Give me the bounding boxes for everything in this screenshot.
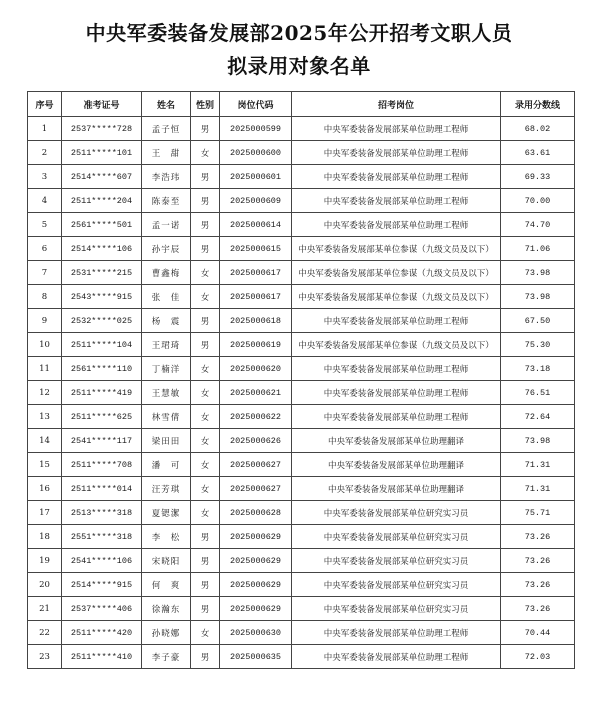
cell-post-code: 2025000628 xyxy=(220,501,292,525)
table-header-row xyxy=(28,92,575,117)
cell-exam-no: 2511*****625 xyxy=(62,405,142,429)
cell-name: 陈泰至 xyxy=(142,189,191,213)
cell-name: 宋晓阳 xyxy=(142,549,191,573)
cell-post: 中央军委装备发展部某单位助理工程师 xyxy=(292,141,501,165)
cell-gender: 男 xyxy=(191,333,220,357)
cell-exam-no: 2511*****420 xyxy=(62,621,142,645)
cell-post-code: 2025000600 xyxy=(220,141,292,165)
cell-post: 中央军委装备发展部某单位助理工程师 xyxy=(292,117,501,141)
cell-gender: 男 xyxy=(191,573,220,597)
table-row xyxy=(28,237,575,261)
cell-exam-no: 2511*****204 xyxy=(62,189,142,213)
cell-name: 汪芳琪 xyxy=(142,477,191,501)
cell-score: 73.26 xyxy=(501,549,575,573)
cell-post-code: 2025000617 xyxy=(220,285,292,309)
cell-exam-no: 2514*****106 xyxy=(62,237,142,261)
cell-post: 中央军委装备发展部某单位研究实习员 xyxy=(292,525,501,549)
table-row xyxy=(28,453,575,477)
cell-index: 18 xyxy=(28,525,62,549)
header-name: 姓名 xyxy=(142,92,191,117)
admission-table xyxy=(27,91,575,669)
cell-exam-no: 2551*****318 xyxy=(62,525,142,549)
header-gender: 性别 xyxy=(191,92,220,117)
cell-post: 中央军委装备发展部某单位助理工程师 xyxy=(292,213,501,237)
cell-gender: 男 xyxy=(191,309,220,333)
cell-post: 中央军委装备发展部某单位助理工程师 xyxy=(292,189,501,213)
cell-index: 13 xyxy=(28,405,62,429)
cell-name: 丁楠洋 xyxy=(142,357,191,381)
cell-score: 73.26 xyxy=(501,573,575,597)
table-row xyxy=(28,357,575,381)
cell-index: 20 xyxy=(28,573,62,597)
table-row xyxy=(28,333,575,357)
cell-name: 李 松 xyxy=(142,525,191,549)
cell-post: 中央军委装备发展部某单位助理工程师 xyxy=(292,309,501,333)
cell-post: 中央军委装备发展部某单位参谋（九级文员及以下） xyxy=(292,237,501,261)
cell-exam-no: 2511*****104 xyxy=(62,333,142,357)
cell-exam-no: 2532*****025 xyxy=(62,309,142,333)
cell-index: 14 xyxy=(28,429,62,453)
cell-score: 69.33 xyxy=(501,165,575,189)
cell-name: 何 爽 xyxy=(142,573,191,597)
cell-name: 孙晓娜 xyxy=(142,621,191,645)
cell-exam-no: 2514*****915 xyxy=(62,573,142,597)
cell-name: 王慧敏 xyxy=(142,381,191,405)
cell-name: 夏锶潔 xyxy=(142,501,191,525)
table-row xyxy=(28,525,575,549)
cell-exam-no: 2561*****501 xyxy=(62,213,142,237)
cell-post: 中央军委装备发展部某单位研究实习员 xyxy=(292,549,501,573)
cell-name: 孙宇辰 xyxy=(142,237,191,261)
cell-score: 72.03 xyxy=(501,645,575,669)
cell-post: 中央军委装备发展部某单位助理翻译 xyxy=(292,453,501,477)
cell-name: 杨 震 xyxy=(142,309,191,333)
cell-post-code: 2025000629 xyxy=(220,597,292,621)
header-post: 招考岗位 xyxy=(292,92,501,117)
table-row xyxy=(28,477,575,501)
table-row xyxy=(28,573,575,597)
cell-post: 中央军委装备发展部某单位研究实习员 xyxy=(292,573,501,597)
cell-exam-no: 2511*****101 xyxy=(62,141,142,165)
cell-score: 74.70 xyxy=(501,213,575,237)
cell-post-code: 2025000609 xyxy=(220,189,292,213)
table-row xyxy=(28,141,575,165)
cell-gender: 女 xyxy=(191,261,220,285)
cell-score: 70.44 xyxy=(501,621,575,645)
cell-score: 68.02 xyxy=(501,117,575,141)
cell-post-code: 2025000626 xyxy=(220,429,292,453)
table-row xyxy=(28,405,575,429)
cell-exam-no: 2537*****406 xyxy=(62,597,142,621)
cell-post-code: 2025000620 xyxy=(220,357,292,381)
cell-exam-no: 2513*****318 xyxy=(62,501,142,525)
cell-post: 中央军委装备发展部某单位助理翻译 xyxy=(292,477,501,501)
table-row xyxy=(28,213,575,237)
cell-gender: 男 xyxy=(191,237,220,261)
cell-score: 73.98 xyxy=(501,261,575,285)
table-row xyxy=(28,549,575,573)
cell-gender: 女 xyxy=(191,285,220,309)
cell-post-code: 2025000629 xyxy=(220,525,292,549)
cell-name: 张 佳 xyxy=(142,285,191,309)
cell-gender: 男 xyxy=(191,525,220,549)
cell-name: 梁田田 xyxy=(142,429,191,453)
cell-gender: 女 xyxy=(191,501,220,525)
cell-exam-no: 2531*****215 xyxy=(62,261,142,285)
cell-exam-no: 2514*****607 xyxy=(62,165,142,189)
header-score: 录用分数线 xyxy=(501,92,575,117)
table-row xyxy=(28,381,575,405)
cell-post: 中央军委装备发展部某单位助理工程师 xyxy=(292,165,501,189)
cell-name: 徐瀚东 xyxy=(142,597,191,621)
cell-exam-no: 2541*****106 xyxy=(62,549,142,573)
cell-exam-no: 2511*****419 xyxy=(62,381,142,405)
cell-score: 72.64 xyxy=(501,405,575,429)
cell-gender: 女 xyxy=(191,381,220,405)
cell-post-code: 2025000619 xyxy=(220,333,292,357)
cell-exam-no: 2511*****410 xyxy=(62,645,142,669)
cell-exam-no: 2543*****915 xyxy=(62,285,142,309)
cell-name: 李子豪 xyxy=(142,645,191,669)
cell-score: 73.26 xyxy=(501,525,575,549)
table-body xyxy=(28,117,575,669)
cell-post-code: 2025000635 xyxy=(220,645,292,669)
cell-index: 16 xyxy=(28,477,62,501)
cell-post-code: 2025000615 xyxy=(220,237,292,261)
cell-post-code: 2025000627 xyxy=(220,453,292,477)
cell-gender: 男 xyxy=(191,213,220,237)
cell-score: 71.31 xyxy=(501,477,575,501)
cell-gender: 女 xyxy=(191,477,220,501)
table-row xyxy=(28,165,575,189)
document-title: 中央军委装备发展部2025年公开招考文职人员 xyxy=(85,21,513,45)
cell-index: 3 xyxy=(28,165,62,189)
cell-index: 12 xyxy=(28,381,62,405)
cell-index: 15 xyxy=(28,453,62,477)
header-index: 序号 xyxy=(28,92,62,117)
cell-score: 63.61 xyxy=(501,141,575,165)
cell-gender: 男 xyxy=(191,645,220,669)
cell-name: 李浩玮 xyxy=(142,165,191,189)
cell-index: 4 xyxy=(28,189,62,213)
cell-post-code: 2025000621 xyxy=(220,381,292,405)
cell-name: 林雪倩 xyxy=(142,405,191,429)
cell-post: 中央军委装备发展部某单位助理工程师 xyxy=(292,357,501,381)
cell-post: 中央军委装备发展部某单位研究实习员 xyxy=(292,501,501,525)
table-row xyxy=(28,645,575,669)
table-row xyxy=(28,429,575,453)
cell-score: 70.00 xyxy=(501,189,575,213)
table-row xyxy=(28,501,575,525)
cell-gender: 男 xyxy=(191,549,220,573)
cell-score: 73.98 xyxy=(501,285,575,309)
cell-exam-no: 2537*****728 xyxy=(62,117,142,141)
cell-exam-no: 2541*****117 xyxy=(62,429,142,453)
cell-post-code: 2025000617 xyxy=(220,261,292,285)
cell-post-code: 2025000614 xyxy=(220,213,292,237)
cell-index: 11 xyxy=(28,357,62,381)
cell-index: 10 xyxy=(28,333,62,357)
cell-post-code: 2025000599 xyxy=(220,117,292,141)
cell-post: 中央军委装备发展部某单位研究实习员 xyxy=(292,597,501,621)
cell-gender: 女 xyxy=(191,453,220,477)
header-post-code: 岗位代码 xyxy=(220,92,292,117)
cell-index: 17 xyxy=(28,501,62,525)
cell-gender: 男 xyxy=(191,189,220,213)
cell-name: 孟子恒 xyxy=(142,117,191,141)
cell-post-code: 2025000627 xyxy=(220,477,292,501)
cell-gender: 男 xyxy=(191,165,220,189)
table-row xyxy=(28,285,575,309)
cell-index: 19 xyxy=(28,549,62,573)
table-row xyxy=(28,597,575,621)
cell-index: 5 xyxy=(28,213,62,237)
cell-index: 6 xyxy=(28,237,62,261)
table-row xyxy=(28,309,575,333)
cell-index: 1 xyxy=(28,117,62,141)
cell-exam-no: 2561*****110 xyxy=(62,357,142,381)
cell-score: 73.98 xyxy=(501,429,575,453)
document-subtitle: 拟录用对象名单 xyxy=(227,54,371,78)
cell-gender: 女 xyxy=(191,429,220,453)
cell-gender: 女 xyxy=(191,621,220,645)
cell-post: 中央军委装备发展部某单位助理工程师 xyxy=(292,405,501,429)
table-row xyxy=(28,117,575,141)
cell-score: 71.31 xyxy=(501,453,575,477)
cell-name: 曹鑫梅 xyxy=(142,261,191,285)
cell-exam-no: 2511*****014 xyxy=(62,477,142,501)
cell-gender: 男 xyxy=(191,597,220,621)
cell-score: 67.50 xyxy=(501,309,575,333)
cell-gender: 女 xyxy=(191,141,220,165)
cell-post: 中央军委装备发展部某单位参谋（九级文员及以下） xyxy=(292,333,501,357)
cell-exam-no: 2511*****708 xyxy=(62,453,142,477)
cell-name: 孟一诺 xyxy=(142,213,191,237)
cell-post-code: 2025000618 xyxy=(220,309,292,333)
table-row xyxy=(28,261,575,285)
cell-post-code: 2025000629 xyxy=(220,573,292,597)
cell-score: 75.30 xyxy=(501,333,575,357)
header-exam-no: 准考证号 xyxy=(62,92,142,117)
cell-score: 73.26 xyxy=(501,597,575,621)
cell-score: 75.71 xyxy=(501,501,575,525)
cell-score: 73.18 xyxy=(501,357,575,381)
cell-post: 中央军委装备发展部某单位参谋（九级文员及以下） xyxy=(292,285,501,309)
cell-post: 中央军委装备发展部某单位助理翻译 xyxy=(292,429,501,453)
cell-index: 8 xyxy=(28,285,62,309)
cell-post: 中央军委装备发展部某单位助理工程师 xyxy=(292,645,501,669)
cell-index: 9 xyxy=(28,309,62,333)
cell-post-code: 2025000630 xyxy=(220,621,292,645)
table-row xyxy=(28,621,575,645)
cell-post-code: 2025000622 xyxy=(220,405,292,429)
cell-index: 7 xyxy=(28,261,62,285)
cell-name: 王 甜 xyxy=(142,141,191,165)
cell-gender: 女 xyxy=(191,357,220,381)
cell-gender: 男 xyxy=(191,117,220,141)
cell-index: 2 xyxy=(28,141,62,165)
cell-gender: 女 xyxy=(191,405,220,429)
cell-post-code: 2025000601 xyxy=(220,165,292,189)
cell-index: 23 xyxy=(28,645,62,669)
cell-index: 21 xyxy=(28,597,62,621)
cell-post-code: 2025000629 xyxy=(220,549,292,573)
table-row xyxy=(28,189,575,213)
cell-post: 中央军委装备发展部某单位助理工程师 xyxy=(292,621,501,645)
cell-name: 王珺琦 xyxy=(142,333,191,357)
cell-name: 潘 可 xyxy=(142,453,191,477)
cell-score: 71.06 xyxy=(501,237,575,261)
cell-index: 22 xyxy=(28,621,62,645)
cell-score: 76.51 xyxy=(501,381,575,405)
cell-post: 中央军委装备发展部某单位参谋（九级文员及以下） xyxy=(292,261,501,285)
cell-post: 中央军委装备发展部某单位助理工程师 xyxy=(292,381,501,405)
